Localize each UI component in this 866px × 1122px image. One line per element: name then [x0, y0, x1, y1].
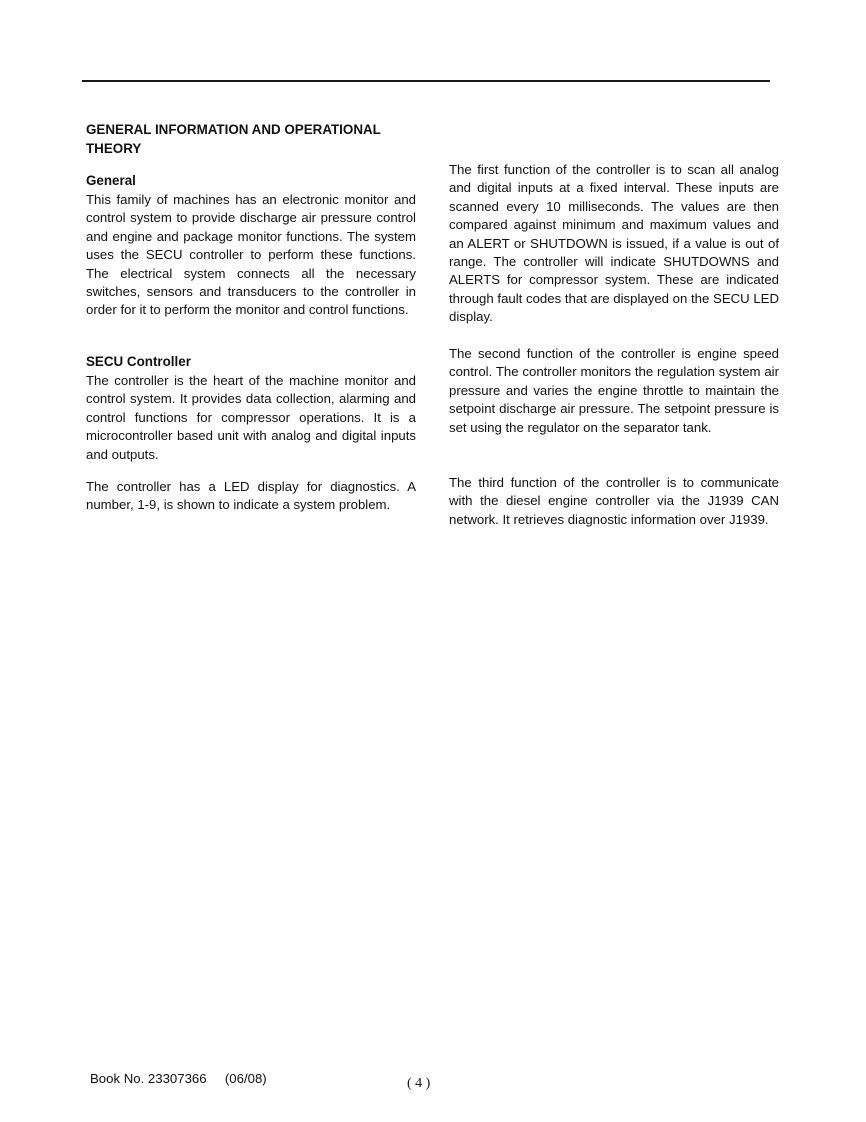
section-title: GENERAL INFORMATION AND OPERATIONAL THEORY — [86, 122, 381, 156]
page-number: ( 4 ) — [407, 1076, 431, 1091]
general-heading: General — [86, 173, 136, 188]
book-number: Book No. 23307366 (06/08) — [90, 1071, 267, 1086]
general-paragraph: This family of machines has an electronic monitor and control system to provide discharge air pressure control and engine and package monitor functions. The system uses the SECU controller to perform these functions. The electrical system connects all the necessary switches, sensors and transducers to the controller in order for it to perform the monitor and control functions. — [86, 192, 416, 318]
secu-controller-heading: SECU Controller — [86, 354, 191, 369]
header-rule — [82, 80, 770, 82]
third-function-paragraph: The third function of the controller is to communicate with the diesel engine controller via the J1939 CAN network. It retrieves diagnostic information over J1939. — [449, 475, 779, 527]
secu-controller-paragraph: The controller is the heart of the machine monitor and control system. It provides data collection, alarming and control functions for compressor operations. It is a microcontroller based unit with analog and digital inputs and outputs. — [86, 373, 416, 462]
first-function-paragraph: The first function of the controller is to scan all analog and digital inputs at a fixed interval. These inputs are scanned every 10 milliseconds. The values are then compared against minimum and maximum values and an ALERT or SHUTDOWN is issued, if a value is out of range. The controller will indicate SHUTDOWNS and ALERTS for compressor system. These are indicated through fault codes that are displayed on the SECU LED display. — [449, 162, 779, 325]
second-function-paragraph: The second function of the controller is engine speed control. The controller monitors the regulation system air pressure and varies the engine throttle to maintain the setpoint discharge air pressure. The setpoint pressure is set using the regulator on the separator tank. — [449, 346, 779, 435]
led-display-paragraph: The controller has a LED display for diagnostics. A number, 1-9, is shown to indicate a system problem. — [86, 479, 416, 513]
